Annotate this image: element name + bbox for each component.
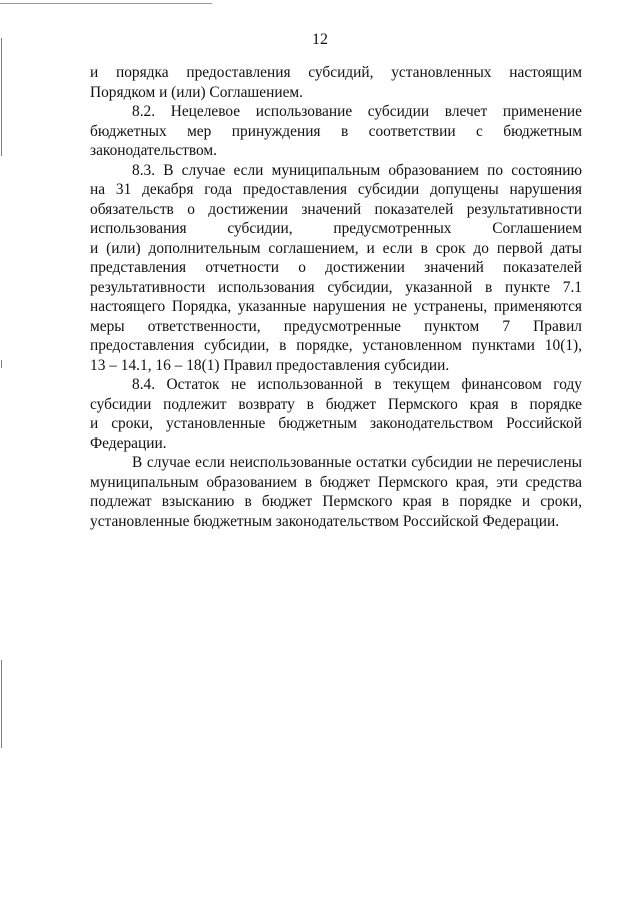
text-line: законодательством. <box>90 142 218 159</box>
text-line: использования субсидии, предусмотренных Соглашением <box>90 220 582 237</box>
document-body <box>90 63 582 531</box>
text-line: Федерации. <box>90 434 167 452</box>
text-line: бюджетных мер принуждения в соответствии с бюджетным <box>90 122 582 140</box>
scan-margin-mark <box>1 360 2 368</box>
text-line: 8.2. Нецелевое использование субсидии влечет применение <box>132 103 582 120</box>
text-line: и сроки, установленные бюджетным законодательством Российской <box>90 415 582 432</box>
text-line: на 31 декабря года предоставления субсидии допущены нарушения <box>90 181 582 198</box>
page-number: 12 <box>312 31 328 48</box>
text-line: меры ответственности, предусмотренные пунктом 7 Правил <box>90 317 582 335</box>
scan-edge-line <box>0 3 212 4</box>
paragraph-p-8-2 <box>90 102 582 161</box>
scan-margin-mark <box>1 660 2 748</box>
paragraph-cont <box>90 63 582 102</box>
text-line: 13 – 14.1, 16 – 18(1) Правил предоставления субсидии. <box>90 356 450 374</box>
paragraph-p-8-4 <box>90 375 582 453</box>
text-line: Порядком и (или) Соглашением. <box>90 83 304 101</box>
text-line: подлежат взысканию в бюджет Пермского края в порядке и сроки, <box>90 493 582 510</box>
text-line: результативности использования субсидии, указанной в пункте 7.1 <box>90 278 582 296</box>
text-line: настоящего Порядка, указанные нарушения не устранены, применяются <box>90 298 582 315</box>
text-line: 8.3. В случае если муниципальным образованием по состоянию <box>132 161 582 179</box>
text-line: муниципальным образованием в бюджет Пермского края, эти средства <box>90 473 582 491</box>
paragraph-p-8-3 <box>90 161 582 376</box>
text-line: и (или) дополнительным соглашением, и если в срок до первой даты <box>90 239 582 257</box>
text-line: 8.4. Остаток не использованной в текущем финансовом году <box>132 376 582 393</box>
text-line: субсидии подлежит возврату в бюджет Пермского края в порядке <box>90 395 582 413</box>
text-line: обязательств о достижении значений показателей результативности <box>90 200 582 218</box>
text-line: установленные бюджетным законодательством Российской Федерации. <box>90 512 560 530</box>
text-line: В случае если неиспользованные остатки субсидии не перечислены <box>132 454 582 471</box>
text-line: предоставления субсидии, в порядке, установленном пунктами 10(1), <box>90 337 582 354</box>
scan-margin-mark <box>1 38 2 156</box>
text-line: и порядка предоставления субсидий, установленных настоящим <box>90 64 582 81</box>
text-line: представления отчетности о достижении значений показателей <box>90 259 582 276</box>
paragraph-p-8-4-b <box>90 453 582 531</box>
